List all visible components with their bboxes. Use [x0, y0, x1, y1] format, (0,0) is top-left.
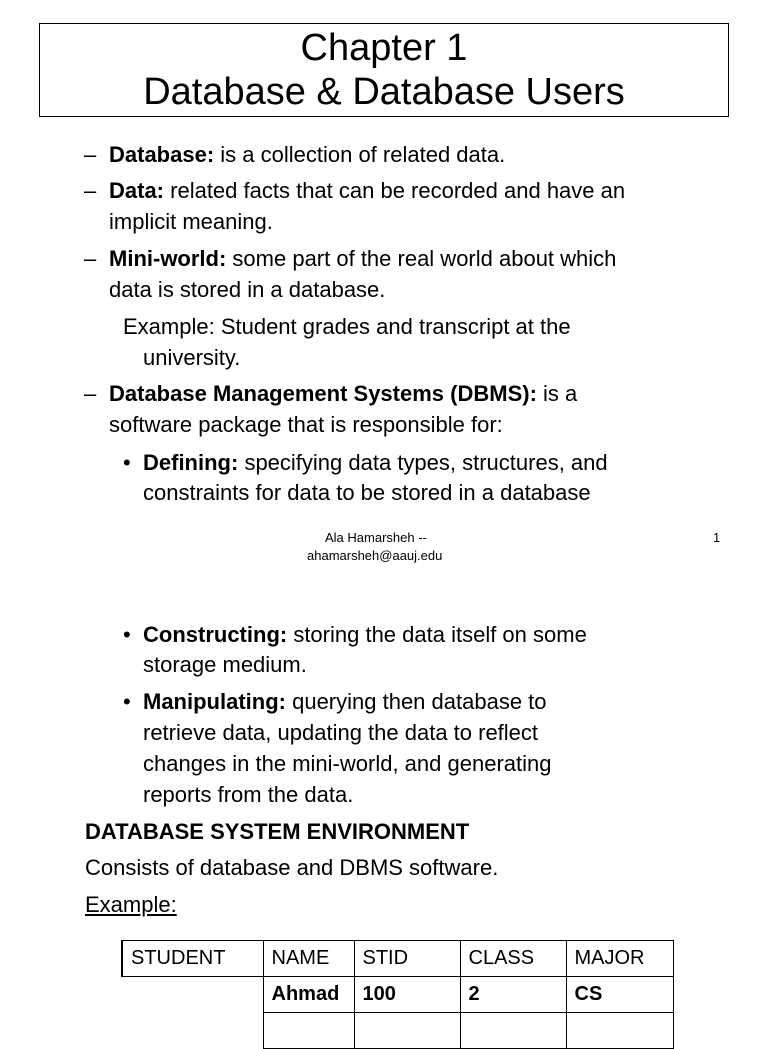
dash-marker: –: [84, 246, 97, 271]
table-cell: Ahmad: [263, 977, 354, 1013]
table-row: [122, 977, 673, 1013]
chapter-subtitle: Database & Database Users: [143, 71, 625, 113]
student-table: [121, 940, 674, 1049]
bullet-marker: •: [123, 450, 131, 475]
definition-database: Database: is a collection of related data.: [109, 142, 506, 167]
bullet-defining-cont: constraints for data to be stored in a database: [143, 480, 591, 505]
bullet-marker: •: [123, 622, 131, 647]
table-cell: CS: [566, 977, 673, 1013]
bullet-manipulating-cont: changes in the mini-world, and generating: [143, 751, 552, 776]
table-cell: [354, 1013, 460, 1049]
chapter-title: Chapter 1: [300, 27, 468, 69]
definition-dbms-cont: software package that is responsible for:: [109, 412, 503, 437]
table-cell: [566, 1013, 673, 1049]
header-cell: MAJOR: [566, 941, 673, 977]
section-text: Consists of database and DBMS software.: [85, 855, 499, 880]
bullet-manipulating-cont: reports from the data.: [143, 782, 354, 807]
section-heading: DATABASE SYSTEM ENVIRONMENT: [85, 819, 470, 844]
table-cell: [263, 1013, 354, 1049]
definition-dbms: Database Management Systems (DBMS): is a: [109, 381, 578, 406]
dash-marker: –: [84, 178, 97, 203]
definition-mini-world-cont: data is stored in a database.: [109, 277, 386, 302]
table-cell: [460, 1013, 566, 1049]
header-cell: STUDENT: [122, 941, 263, 977]
header-cell: CLASS: [460, 941, 566, 977]
table-cell: 100: [354, 977, 460, 1013]
definition-data-cont: implicit meaning.: [109, 209, 273, 234]
definition-mini-world: Mini-world: some part of the real world about which: [109, 246, 617, 271]
footer-author: Ala Hamarsheh --: [325, 530, 427, 545]
bullet-manipulating-cont: retrieve data, updating the data to reflect: [143, 720, 539, 745]
table-cell: 2: [460, 977, 566, 1013]
table-row: [122, 1013, 673, 1049]
bullet-manipulating: Manipulating: querying then database to: [143, 689, 547, 714]
title-box: [39, 23, 729, 117]
example-label: Example:: [85, 892, 177, 917]
table-header-row: [122, 941, 673, 977]
table-cell: [122, 1013, 263, 1049]
bullet-marker: •: [123, 689, 131, 714]
table-cell: [122, 977, 263, 1013]
dash-marker: –: [84, 381, 97, 406]
dash-marker: –: [84, 142, 97, 167]
bullet-defining: Defining: specifying data types, structures, and: [143, 450, 608, 475]
page-number: 1: [713, 530, 721, 545]
header-cell: STID: [354, 941, 460, 977]
header-cell: NAME: [263, 941, 354, 977]
bullet-constructing: Constructing: storing the data itself on some: [143, 622, 587, 647]
bullet-constructing-cont: storage medium.: [143, 652, 307, 677]
example-line-1: Example: Student grades and transcript at the: [123, 314, 571, 339]
example-line-2: university.: [143, 345, 241, 370]
footer-email: ahamarsheh@aauj.edu: [307, 548, 443, 563]
definition-data: Data: related facts that can be recorded and have an: [109, 178, 626, 203]
